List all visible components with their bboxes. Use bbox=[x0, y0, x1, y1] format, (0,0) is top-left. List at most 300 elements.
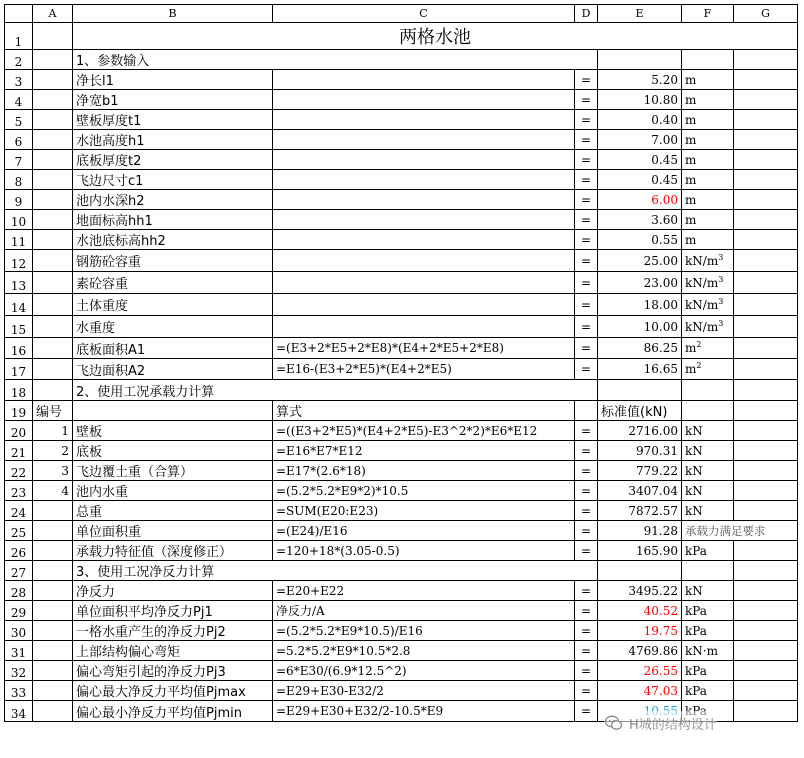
cell-d-equals[interactable]: = bbox=[575, 90, 598, 110]
cell-g[interactable] bbox=[734, 359, 798, 380]
cell-f-unit[interactable] bbox=[682, 150, 734, 170]
row-number[interactable]: 22 bbox=[5, 461, 33, 481]
cell-f-unit[interactable] bbox=[682, 70, 734, 90]
cell-d-equals[interactable]: = bbox=[575, 70, 598, 90]
cell-f-unit[interactable] bbox=[682, 601, 734, 621]
cell-d-equals[interactable]: = bbox=[575, 170, 598, 190]
cell-a[interactable] bbox=[33, 681, 73, 701]
cell-g[interactable] bbox=[734, 581, 798, 601]
row-number[interactable]: 14 bbox=[5, 294, 33, 316]
cell-c-formula[interactable]: =E29+E30-E32/2 bbox=[273, 681, 575, 701]
cell-g[interactable] bbox=[734, 661, 798, 681]
cell-e-value[interactable]: 7872.57 bbox=[598, 501, 682, 521]
cell-g[interactable] bbox=[734, 150, 798, 170]
cell-g[interactable] bbox=[734, 401, 798, 421]
cell-b-label[interactable]: 偏心弯矩引起的净反力Pj3 bbox=[73, 661, 273, 681]
cell-d-equals[interactable]: = bbox=[575, 190, 598, 210]
corner-cell[interactable] bbox=[5, 5, 33, 23]
column-header-g[interactable]: G bbox=[734, 5, 798, 23]
cell-b-label[interactable]: 单位面积重 bbox=[73, 521, 273, 541]
unit-text: kN bbox=[685, 503, 703, 518]
cell-c-formula[interactable]: =((E3+2*E5)*(E4+2*E5)-E3^2*2)*E6*E12 bbox=[273, 421, 575, 441]
cell-g[interactable] bbox=[734, 601, 798, 621]
cell-b-label[interactable]: 底板 bbox=[73, 441, 273, 461]
cell-a[interactable] bbox=[33, 316, 73, 338]
cell-a[interactable] bbox=[33, 170, 73, 190]
cell-a[interactable]: 编号 bbox=[33, 401, 73, 421]
cell-e[interactable] bbox=[598, 380, 682, 401]
cell-b-label[interactable]: 地面标高hh1 bbox=[73, 210, 273, 230]
section-heading[interactable]: 3、使用工况净反力计算 bbox=[73, 561, 598, 581]
cell-d-equals[interactable]: = bbox=[575, 481, 598, 501]
unit-text: 承载力满足要求 bbox=[685, 523, 766, 538]
cell-c-formula[interactable]: =6*E30/(6.9*12.5^2) bbox=[273, 661, 575, 681]
cell-g[interactable] bbox=[734, 210, 798, 230]
cell-b-label[interactable]: 承载力特征值（深度修正） bbox=[73, 541, 273, 561]
cell-a[interactable]: 2 bbox=[33, 441, 73, 461]
cell-a[interactable] bbox=[33, 338, 73, 359]
sheet-row bbox=[5, 170, 798, 190]
cell-b-label[interactable]: 飞边面积A2 bbox=[73, 359, 273, 380]
cell-a[interactable] bbox=[33, 501, 73, 521]
cell-f-unit[interactable] bbox=[682, 316, 734, 338]
cell-e-value[interactable]: 6.00 bbox=[598, 190, 682, 210]
cell-f-unit[interactable] bbox=[682, 461, 734, 481]
unit-exponent: 3 bbox=[718, 274, 724, 284]
cell-f-unit[interactable] bbox=[682, 501, 734, 521]
sheet-row bbox=[5, 521, 798, 541]
sheet-row bbox=[5, 601, 798, 621]
cell-f-unit[interactable] bbox=[682, 541, 734, 561]
row-number[interactable]: 3 bbox=[5, 70, 33, 90]
cell-c-formula[interactable]: =E16*E7*E12 bbox=[273, 441, 575, 461]
section-heading[interactable]: 2、使用工况承载力计算 bbox=[73, 380, 598, 401]
sheet-row bbox=[5, 501, 798, 521]
cell-b-label[interactable]: 净反力 bbox=[73, 581, 273, 601]
row-number[interactable]: 6 bbox=[5, 130, 33, 150]
cell-a[interactable] bbox=[33, 150, 73, 170]
row-number[interactable]: 15 bbox=[5, 316, 33, 338]
unit-text: kN bbox=[685, 463, 703, 478]
cell-d-equals[interactable]: = bbox=[575, 501, 598, 521]
row-number[interactable]: 26 bbox=[5, 541, 33, 561]
wechat-icon bbox=[604, 713, 624, 733]
cell-d-equals[interactable]: = bbox=[575, 130, 598, 150]
cell-e[interactable] bbox=[598, 561, 682, 581]
row-number[interactable]: 13 bbox=[5, 272, 33, 294]
cell-f-unit[interactable] bbox=[682, 272, 734, 294]
cell-c-formula[interactable]: =(E3+2*E5+2*E8)*(E4+2*E5+2*E8) bbox=[273, 338, 575, 359]
cell-e-value[interactable]: 18.00 bbox=[598, 294, 682, 316]
cell-f[interactable] bbox=[682, 380, 734, 401]
cell-f-unit[interactable] bbox=[682, 359, 734, 380]
cell-c-formula[interactable]: =(5.2*5.2*E9*2)*10.5 bbox=[273, 481, 575, 501]
cell-g[interactable] bbox=[734, 170, 798, 190]
cell-g[interactable] bbox=[734, 272, 798, 294]
cell-c-formula[interactable]: =(5.2*5.2*E9*10.5)/E16 bbox=[273, 621, 575, 641]
cell-e-value[interactable]: 970.31 bbox=[598, 441, 682, 461]
cell-d-equals[interactable]: = bbox=[575, 661, 598, 681]
cell-d-equals[interactable]: = bbox=[575, 210, 598, 230]
cell-e-value[interactable]: 3407.04 bbox=[598, 481, 682, 501]
unit-text: m bbox=[685, 232, 697, 247]
cell-c-formula[interactable] bbox=[273, 130, 575, 150]
row-number[interactable]: 25 bbox=[5, 521, 33, 541]
cell-a[interactable] bbox=[33, 601, 73, 621]
cell-e-value[interactable]: 0.40 bbox=[598, 110, 682, 130]
cell-f-unit[interactable] bbox=[682, 90, 734, 110]
cell-g[interactable] bbox=[734, 441, 798, 461]
cell-g[interactable] bbox=[734, 70, 798, 90]
row-number[interactable]: 20 bbox=[5, 421, 33, 441]
cell-g[interactable] bbox=[734, 294, 798, 316]
cell-b-label[interactable]: 净宽b1 bbox=[73, 90, 273, 110]
sheet-row bbox=[5, 541, 798, 561]
unit-text: kN bbox=[685, 443, 703, 458]
cell-a[interactable] bbox=[33, 70, 73, 90]
cell-c-formula[interactable] bbox=[273, 70, 575, 90]
cell-d-equals[interactable]: = bbox=[575, 541, 598, 561]
cell-d-equals[interactable]: = bbox=[575, 316, 598, 338]
cell-e-value[interactable]: 779.22 bbox=[598, 461, 682, 481]
cell-d-equals[interactable]: = bbox=[575, 110, 598, 130]
cell-a[interactable] bbox=[33, 661, 73, 681]
cell-e-value[interactable]: 10.80 bbox=[598, 90, 682, 110]
cell-c-formula[interactable] bbox=[273, 250, 575, 272]
cell-e-value[interactable]: 86.25 bbox=[598, 338, 682, 359]
cell-g[interactable] bbox=[734, 421, 798, 441]
cell-a[interactable] bbox=[33, 250, 73, 272]
cell-b-label[interactable]: 底板厚度t2 bbox=[73, 150, 273, 170]
cell-g[interactable] bbox=[734, 481, 798, 501]
cell-a[interactable] bbox=[33, 210, 73, 230]
sheet-row bbox=[5, 210, 798, 230]
cell-c-formula[interactable]: 净反力/A bbox=[273, 601, 575, 621]
cell-f-unit[interactable] bbox=[682, 661, 734, 681]
cell-g[interactable] bbox=[734, 316, 798, 338]
cell-d-equals[interactable]: = bbox=[575, 461, 598, 481]
column-header-c[interactable]: C bbox=[273, 5, 575, 23]
cell-b-label[interactable]: 偏心最小净反力平均值Pjmin bbox=[73, 701, 273, 722]
cell-d-equals[interactable]: = bbox=[575, 150, 598, 170]
cell-d-equals[interactable]: = bbox=[575, 521, 598, 541]
cell-e-value[interactable]: 26.55 bbox=[598, 661, 682, 681]
cell-b-label[interactable]: 壁板 bbox=[73, 421, 273, 441]
sheet-row bbox=[5, 50, 798, 70]
cell-e-value[interactable]: 7.00 bbox=[598, 130, 682, 150]
unit-text: kN bbox=[685, 583, 703, 598]
cell-c-formula[interactable]: =E16-(E3+2*E5)*(E4+2*E5) bbox=[273, 359, 575, 380]
cell-e[interactable] bbox=[598, 50, 682, 70]
cell-e-value[interactable]: 2716.00 bbox=[598, 421, 682, 441]
cell-d-equals[interactable]: = bbox=[575, 681, 598, 701]
cell-b-label[interactable]: 单位面积平均净反力Pj1 bbox=[73, 601, 273, 621]
cell-c-formula[interactable] bbox=[273, 90, 575, 110]
row-number[interactable]: 19 bbox=[5, 401, 33, 421]
row-number[interactable]: 24 bbox=[5, 501, 33, 521]
cell-b-label[interactable]: 净长l1 bbox=[73, 70, 273, 90]
unit-text: kN/m bbox=[685, 297, 719, 312]
row-number[interactable]: 23 bbox=[5, 481, 33, 501]
cell-a[interactable] bbox=[33, 110, 73, 130]
cell-e-value[interactable]: 165.90 bbox=[598, 541, 682, 561]
cell-d-equals[interactable] bbox=[575, 401, 598, 421]
sheet-row bbox=[5, 190, 798, 210]
cell-g[interactable] bbox=[734, 621, 798, 641]
unit-text: m bbox=[685, 72, 697, 87]
cell-a[interactable] bbox=[33, 294, 73, 316]
cell-a[interactable] bbox=[33, 641, 73, 661]
row-number[interactable]: 16 bbox=[5, 338, 33, 359]
cell-d-equals[interactable]: = bbox=[575, 641, 598, 661]
cell-d-equals[interactable]: = bbox=[575, 294, 598, 316]
cell-e-value[interactable]: 40.52 bbox=[598, 601, 682, 621]
cell-b-label[interactable]: 池内水重 bbox=[73, 481, 273, 501]
row-number[interactable]: 7 bbox=[5, 150, 33, 170]
row-number[interactable]: 31 bbox=[5, 641, 33, 661]
cell-c-formula[interactable]: =(E24)/E16 bbox=[273, 521, 575, 541]
sheet-row bbox=[5, 250, 798, 272]
cell-e-value[interactable]: 91.28 bbox=[598, 521, 682, 541]
cell-e-value[interactable]: 5.20 bbox=[598, 70, 682, 90]
cell-g[interactable] bbox=[734, 701, 798, 722]
cell-e-value[interactable]: 3495.22 bbox=[598, 581, 682, 601]
cell-c-formula[interactable] bbox=[273, 230, 575, 250]
cell-a[interactable] bbox=[33, 359, 73, 380]
cell-b-label[interactable]: 底板面积A1 bbox=[73, 338, 273, 359]
cell-e-value[interactable]: 47.03 bbox=[598, 681, 682, 701]
cell-f[interactable] bbox=[682, 561, 734, 581]
column-header-a[interactable]: A bbox=[33, 5, 73, 23]
cell-f-unit[interactable] bbox=[682, 481, 734, 501]
unit-text: kN bbox=[685, 423, 703, 438]
cell-a[interactable] bbox=[33, 272, 73, 294]
cell-f-unit[interactable] bbox=[682, 441, 734, 461]
unit-text: m bbox=[685, 192, 697, 207]
cell-d-equals[interactable]: = bbox=[575, 250, 598, 272]
cell-b-label[interactable]: 总重 bbox=[73, 501, 273, 521]
cell-e-value[interactable]: 0.45 bbox=[598, 170, 682, 190]
cell-d-equals[interactable]: = bbox=[575, 621, 598, 641]
cell-g[interactable] bbox=[734, 641, 798, 661]
cell-a[interactable]: 3 bbox=[33, 461, 73, 481]
cell-d-equals[interactable]: = bbox=[575, 421, 598, 441]
cell-g[interactable] bbox=[734, 380, 798, 401]
row-number[interactable]: 4 bbox=[5, 90, 33, 110]
row-number[interactable]: 10 bbox=[5, 210, 33, 230]
cell-a[interactable] bbox=[33, 621, 73, 641]
cell-b-label[interactable]: 水池底标高hh2 bbox=[73, 230, 273, 250]
row-number[interactable]: 33 bbox=[5, 681, 33, 701]
row-number[interactable]: 5 bbox=[5, 110, 33, 130]
row-number[interactable]: 21 bbox=[5, 441, 33, 461]
unit-text: kN/m bbox=[685, 275, 719, 290]
cell-b-label[interactable]: 壁板厚度t1 bbox=[73, 110, 273, 130]
cell-a[interactable] bbox=[33, 701, 73, 722]
cell-a[interactable] bbox=[33, 90, 73, 110]
cell-a[interactable] bbox=[33, 50, 73, 70]
unit-text: m bbox=[685, 362, 697, 376]
cell-c-formula[interactable]: =E20+E22 bbox=[273, 581, 575, 601]
cell-c-formula[interactable] bbox=[273, 170, 575, 190]
cell-f-unit[interactable] bbox=[682, 210, 734, 230]
cell-c-formula[interactable]: =SUM(E20:E23) bbox=[273, 501, 575, 521]
cell-d-equals[interactable]: = bbox=[575, 230, 598, 250]
column-header-b[interactable]: B bbox=[73, 5, 273, 23]
row-number[interactable]: 32 bbox=[5, 661, 33, 681]
cell-g[interactable] bbox=[734, 561, 798, 581]
cell-e-value[interactable]: 19.75 bbox=[598, 621, 682, 641]
cell-f-unit[interactable] bbox=[682, 521, 798, 541]
cell-f[interactable] bbox=[682, 50, 734, 70]
cell-f-unit[interactable] bbox=[682, 581, 734, 601]
row-number[interactable]: 34 bbox=[5, 701, 33, 722]
cell-a[interactable] bbox=[33, 130, 73, 150]
cell-f-unit[interactable] bbox=[682, 421, 734, 441]
sheet-row bbox=[5, 621, 798, 641]
cell-f-unit[interactable] bbox=[682, 130, 734, 150]
cell-a[interactable] bbox=[33, 581, 73, 601]
cell-f-unit[interactable] bbox=[682, 294, 734, 316]
cell-d-equals[interactable]: = bbox=[575, 338, 598, 359]
cell-g[interactable] bbox=[734, 461, 798, 481]
cell-f-unit[interactable] bbox=[682, 170, 734, 190]
sheet-row bbox=[5, 294, 798, 316]
cell-b-label[interactable]: 水池高度h1 bbox=[73, 130, 273, 150]
sheet-row bbox=[5, 90, 798, 110]
sheet-row bbox=[5, 110, 798, 130]
cell-g[interactable] bbox=[734, 541, 798, 561]
cell-c-formula[interactable]: =E29+E30+E32/2-10.5*E9 bbox=[273, 701, 575, 722]
cell-c-formula[interactable] bbox=[273, 190, 575, 210]
cell-b-label[interactable]: 素砼容重 bbox=[73, 272, 273, 294]
cell-f-unit[interactable] bbox=[682, 250, 734, 272]
cell-a[interactable]: 1 bbox=[33, 421, 73, 441]
cell-g[interactable] bbox=[734, 338, 798, 359]
cell-g[interactable] bbox=[734, 90, 798, 110]
cell-e-value[interactable]: 16.65 bbox=[598, 359, 682, 380]
cell-b-label[interactable]: 飞边覆土重（合算） bbox=[73, 461, 273, 481]
row-number[interactable]: 17 bbox=[5, 359, 33, 380]
row-number[interactable]: 28 bbox=[5, 581, 33, 601]
cell-d-equals[interactable]: = bbox=[575, 601, 598, 621]
cell-f-unit[interactable] bbox=[682, 681, 734, 701]
column-header-d[interactable]: D bbox=[575, 5, 598, 23]
cell-f-unit[interactable] bbox=[682, 621, 734, 641]
cell-e-value[interactable]: 0.45 bbox=[598, 150, 682, 170]
spreadsheet-grid bbox=[4, 4, 798, 722]
cell-d-equals[interactable]: = bbox=[575, 272, 598, 294]
cell-f-unit[interactable] bbox=[682, 230, 734, 250]
cell-b-label[interactable]: 上部结构偏心弯矩 bbox=[73, 641, 273, 661]
unit-exponent: 2 bbox=[696, 361, 702, 370]
row-number[interactable]: 1 bbox=[5, 23, 33, 50]
cell-b-label[interactable]: 土体重度 bbox=[73, 294, 273, 316]
cell-b-label[interactable]: 偏心最大净反力平均值Pjmax bbox=[73, 681, 273, 701]
column-header-e[interactable]: E bbox=[598, 5, 682, 23]
section-heading[interactable]: 1、参数输入 bbox=[73, 50, 598, 70]
row-number[interactable]: 18 bbox=[5, 380, 33, 401]
cell-f-unit[interactable] bbox=[682, 338, 734, 359]
sheet-row bbox=[5, 461, 798, 481]
cell-e-value[interactable]: 25.00 bbox=[598, 250, 682, 272]
cell-a[interactable]: 4 bbox=[33, 481, 73, 501]
cell-e-value[interactable]: 10.00 bbox=[598, 316, 682, 338]
cell-g[interactable] bbox=[734, 230, 798, 250]
cell-e-value[interactable]: 4769.86 bbox=[598, 641, 682, 661]
cell-c-formula[interactable] bbox=[273, 210, 575, 230]
cell-a[interactable] bbox=[33, 380, 73, 401]
watermark bbox=[604, 711, 717, 735]
cell-b-label[interactable]: 水重度 bbox=[73, 316, 273, 338]
cell-g[interactable] bbox=[734, 190, 798, 210]
cell-c-formula[interactable] bbox=[273, 316, 575, 338]
cell-f-unit[interactable] bbox=[682, 110, 734, 130]
cell-a[interactable] bbox=[33, 230, 73, 250]
cell-c-formula[interactable]: =5.2*5.2*E9*10.5*2.8 bbox=[273, 641, 575, 661]
cell-g[interactable] bbox=[734, 130, 798, 150]
cell-e-value[interactable]: 3.60 bbox=[598, 210, 682, 230]
cell-e-value[interactable]: 23.00 bbox=[598, 272, 682, 294]
cell-c-formula[interactable] bbox=[273, 150, 575, 170]
cell-c-formula[interactable] bbox=[273, 110, 575, 130]
row-number[interactable]: 2 bbox=[5, 50, 33, 70]
cell-g[interactable] bbox=[734, 110, 798, 130]
cell-b-label[interactable]: 钢筋砼容重 bbox=[73, 250, 273, 272]
cell-d-equals[interactable]: = bbox=[575, 359, 598, 380]
cell-e-value[interactable]: 标准值(kN) bbox=[598, 401, 682, 421]
cell-g[interactable] bbox=[734, 681, 798, 701]
cell-a[interactable] bbox=[33, 190, 73, 210]
row-number[interactable]: 11 bbox=[5, 230, 33, 250]
cell-b-label[interactable]: 一格水重产生的净反力Pj2 bbox=[73, 621, 273, 641]
row-number[interactable]: 27 bbox=[5, 561, 33, 581]
cell-d-equals[interactable]: = bbox=[575, 701, 598, 722]
cell-g[interactable] bbox=[734, 501, 798, 521]
column-header-f[interactable]: F bbox=[682, 5, 734, 23]
cell-f-unit[interactable] bbox=[682, 401, 734, 421]
cell-g[interactable] bbox=[734, 250, 798, 272]
cell-c-formula[interactable]: =120+18*(3.05-0.5) bbox=[273, 541, 575, 561]
cell-d-equals[interactable]: = bbox=[575, 581, 598, 601]
cell-b-label[interactable]: 池内水深h2 bbox=[73, 190, 273, 210]
cell-c-formula[interactable]: 算式 bbox=[273, 401, 575, 421]
row-number[interactable]: 9 bbox=[5, 190, 33, 210]
row-number[interactable]: 8 bbox=[5, 170, 33, 190]
cell-d-equals[interactable]: = bbox=[575, 441, 598, 461]
cell-f-unit[interactable] bbox=[682, 190, 734, 210]
unit-text: kN·m bbox=[685, 643, 718, 658]
cell-b-label[interactable]: 飞边尺寸c1 bbox=[73, 170, 273, 190]
sheet-title[interactable]: 两格水池 bbox=[73, 23, 798, 50]
cell-a[interactable] bbox=[33, 521, 73, 541]
cell-f-unit[interactable] bbox=[682, 641, 734, 661]
column-header-row bbox=[5, 5, 798, 23]
cell-c-formula[interactable] bbox=[273, 294, 575, 316]
unit-exponent: 3 bbox=[718, 296, 724, 306]
cell-b-label[interactable] bbox=[73, 401, 273, 421]
cell-c-formula[interactable]: =E17*(2.6*18) bbox=[273, 461, 575, 481]
row-number[interactable]: 30 bbox=[5, 621, 33, 641]
row-number[interactable]: 12 bbox=[5, 250, 33, 272]
cell-e-value[interactable]: 0.55 bbox=[598, 230, 682, 250]
cell-c-formula[interactable] bbox=[273, 272, 575, 294]
cell-a[interactable] bbox=[33, 23, 73, 50]
row-number[interactable]: 29 bbox=[5, 601, 33, 621]
cell-a[interactable] bbox=[33, 561, 73, 581]
cell-a[interactable] bbox=[33, 541, 73, 561]
cell-g[interactable] bbox=[734, 50, 798, 70]
